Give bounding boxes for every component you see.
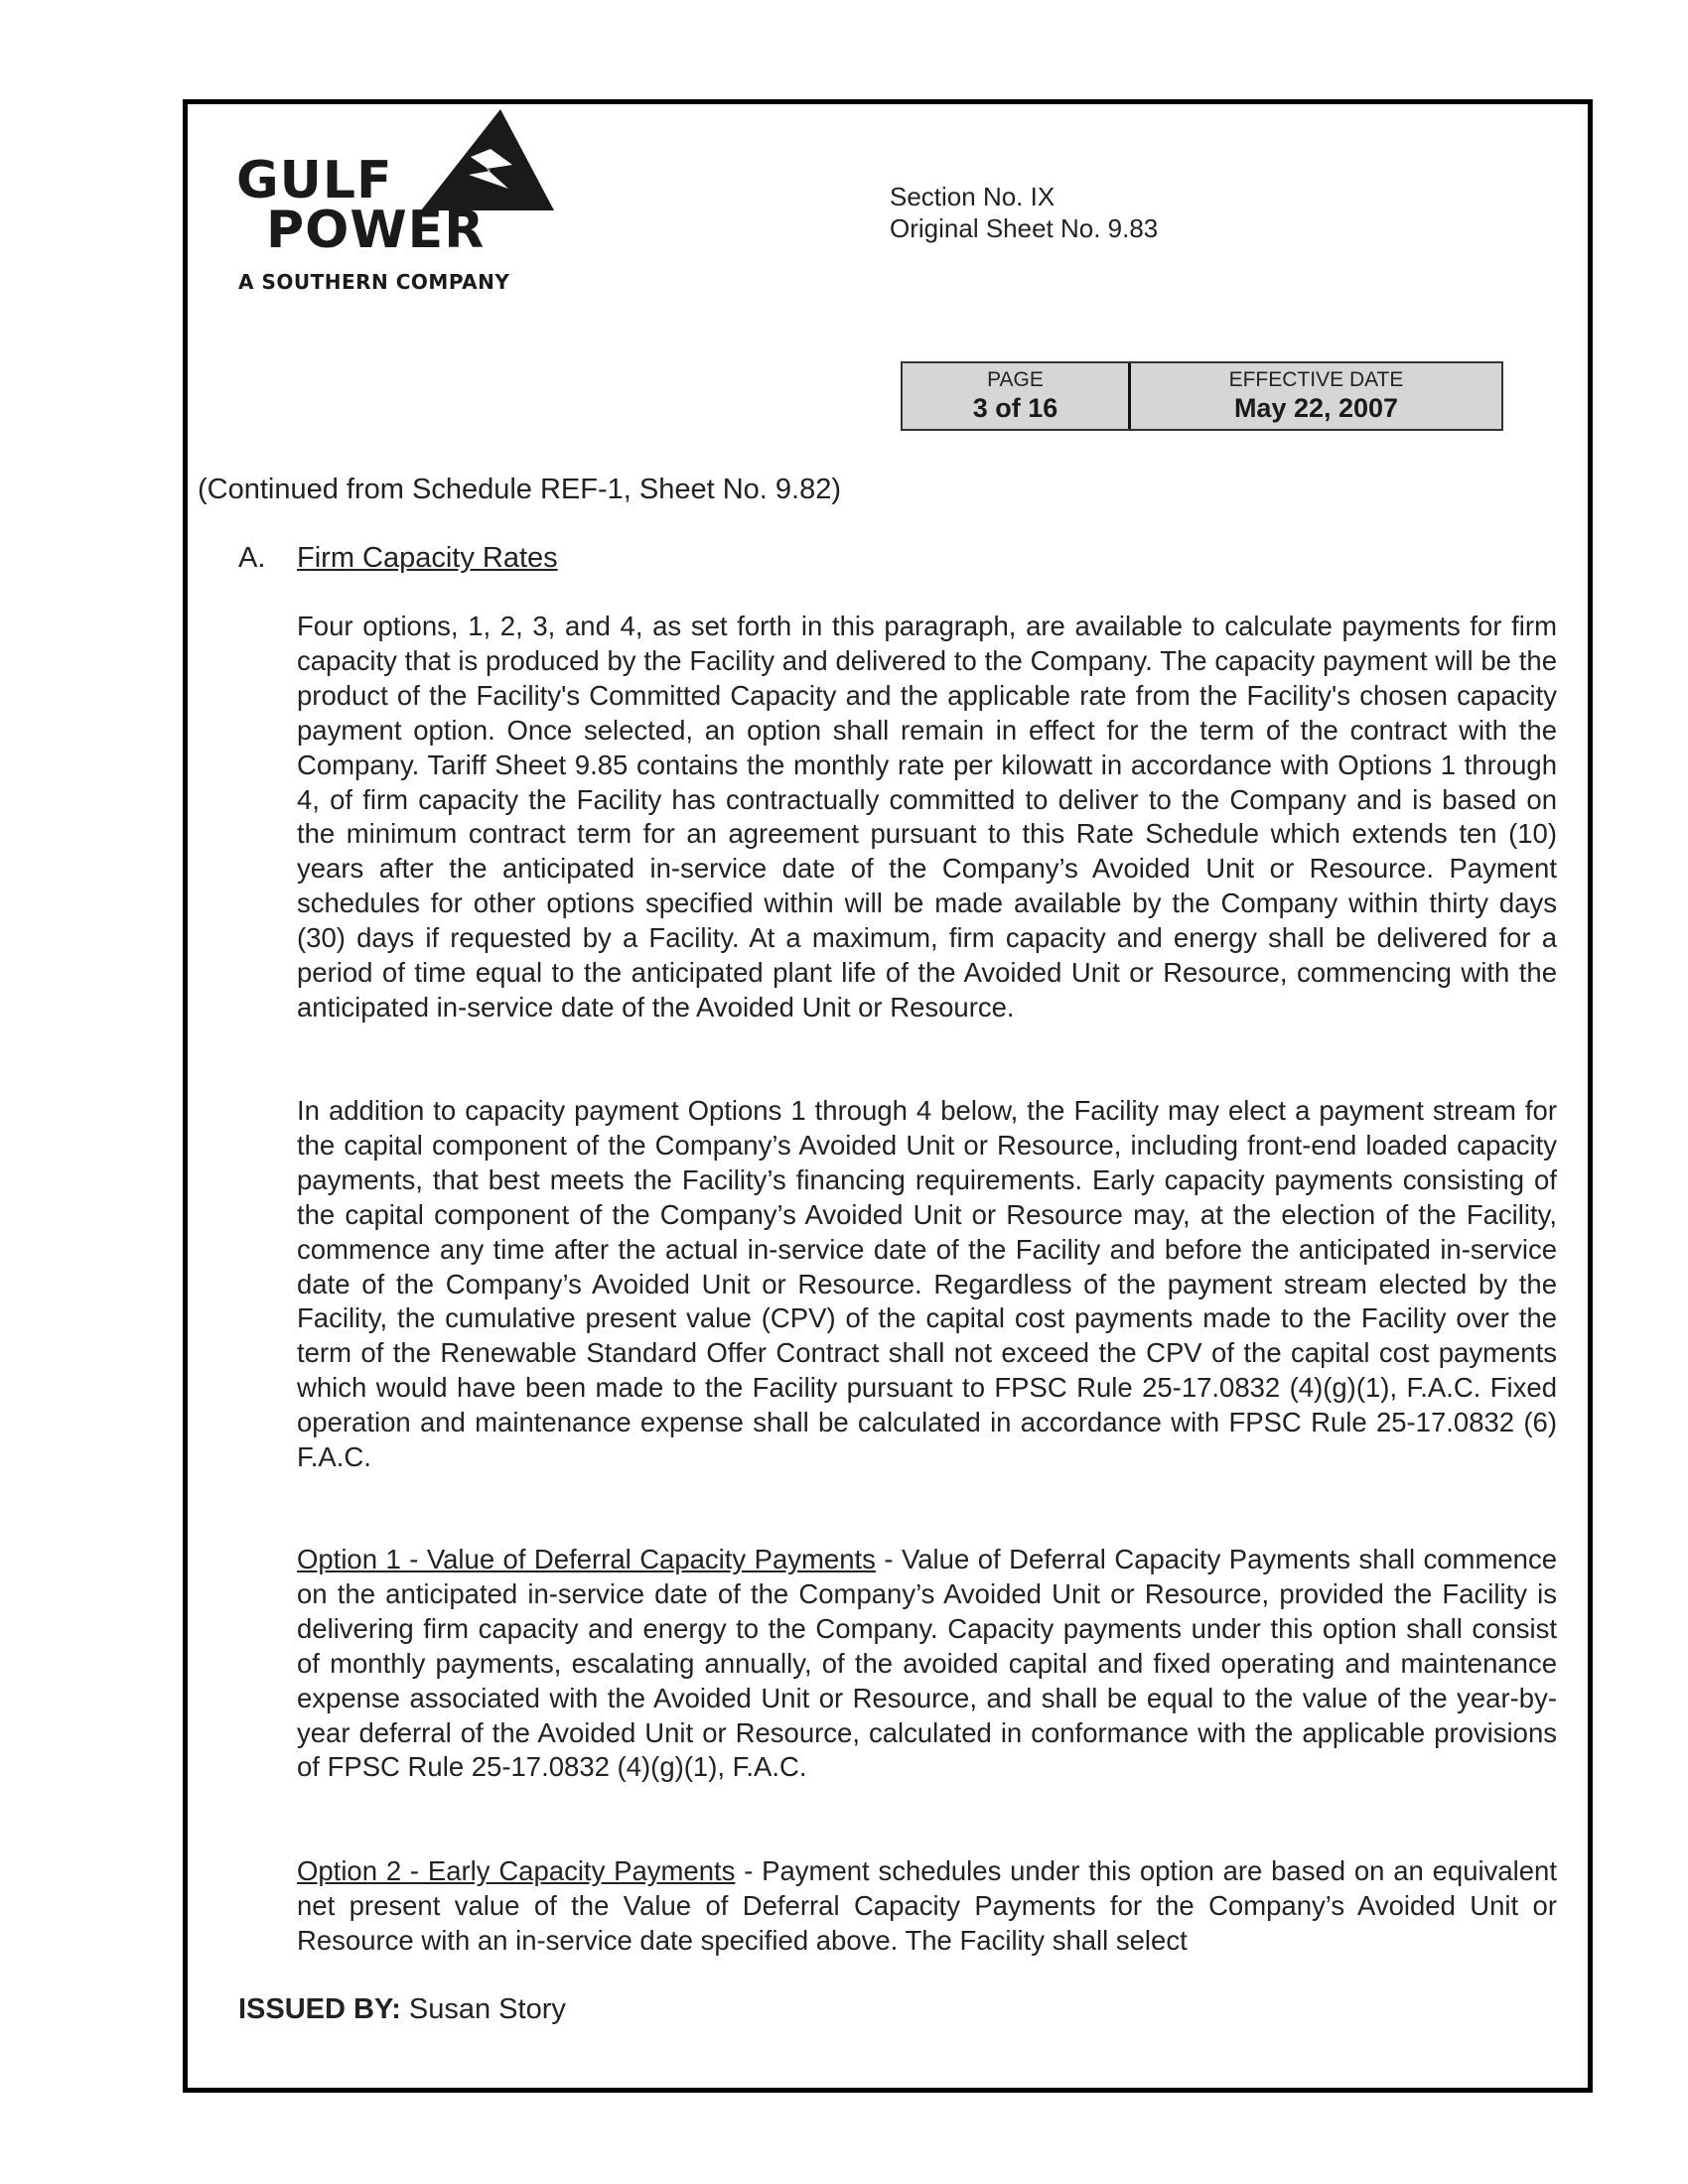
page-date-box xyxy=(901,361,1503,431)
issued-by xyxy=(238,1993,566,2026)
section-number: Section No. IX xyxy=(890,182,1055,211)
page-value: 3 of 16 xyxy=(972,393,1058,423)
issued-by-name: Susan Story xyxy=(408,1993,566,2025)
paragraph-options-overview: Four options, 1, 2, 3, and 4, as set forth in this paragraph, are available to calculate payments for firm capacity that is produced by the Facility and delivered to the Company. The capacity payment will be the product of the Facility's Committed Capacity and the applicable rate from the Facility's chosen capacity payment option. Once selected, an option shall remain in effect for the term of the contract with the Company. Tariff Sheet 9.85 contains the monthly rate per kilowatt in accordance with Options 1 through 4, of firm capacity the Facility has contractually committed to deliver to the Company and is based on the minimum contract term for an agreement pursuant to this Rate Schedule which extends ten (10) years after the anticipated in-service date of the Company’s Avoided Unit or Resource. Payment schedules for other options specified within will be made available by the Company within thirty days (30) days if requested by a Facility. At a maximum, firm capacity and energy shall be delivered for a period of time equal to the anticipated plant life of the Avoided Unit or Resource, commencing with the anticipated in-service date of the Avoided Unit or Resource. xyxy=(297,611,1557,1023)
gulf-power-triangle-logo-icon xyxy=(421,109,554,210)
section-letter: A. xyxy=(238,542,266,574)
continued-note: (Continued from Schedule REF-1, Sheet No. 9.82) xyxy=(198,474,841,505)
option-1-body: - Value of Deferral Capacity Payments shall commence on the anticipated in-service date of the Company’s Avoided Unit or Resource, provided the Facility is delivering firm capacity and energy to the Company. Capacity payments under this option shall consist of monthly payments, escalating annually, of the avoided capital and fixed operating and maintenance expense associated with the Avoided Unit or Resource, and shall be equal to the value of the year-by-year deferral of the Avoided Unit or Resource, calculated in conformance with the applicable provisions of FPSC Rule 25-17.0832 (4)(g)(1), F.A.C. xyxy=(297,1544,1557,1783)
option-2-title: Option 2 - Early Capacity Payments xyxy=(297,1855,736,1886)
company-logo xyxy=(236,109,554,298)
option-1-title: Option 1 - Value of Deferral Capacity Payments xyxy=(297,1544,876,1574)
effective-date-cell xyxy=(1131,363,1501,429)
page-cell xyxy=(903,363,1131,429)
logo-subtitle: A SOUTHERN COMPANY xyxy=(238,270,510,294)
paragraph-payment-stream: In addition to capacity payment Options 1 through 4 below, the Facility may elect a payment stream for the capital component of the Company’s Avoided Unit or Resource, including front-end loaded capacity payments, that best meets the Facility’s financing requirements. Early capacity payments consisting of the capital component of the Company’s Avoided Unit or Resource may, at the election of the Facility, commence any time after the actual in-service date of the Facility and before the anticipated in-service date of the Company’s Avoided Unit or Resource. Regardless of the payment stream elected by the Facility, the cumulative present value (CPV) of the capital cost payments made to the Facility over the term of the Renewable Standard Offer Contract shall not exceed the CPV of the capital cost payments which would have been made to the Facility pursuant to FPSC Rule 25-17.0832 (4)(g)(1), F.A.C. Fixed operation and maintenance expense shall be calculated in accordance with FPSC Rule 25-17.0832 (6) F.A.C. xyxy=(297,1095,1557,1473)
paragraph-option-2 xyxy=(297,1854,1557,1959)
section-info xyxy=(890,181,1158,244)
page-label: PAGE xyxy=(987,368,1044,391)
logo-gulf-text: GULF xyxy=(236,151,393,210)
logo-power-text: POWER xyxy=(266,201,486,260)
paragraph-option-1 xyxy=(297,1543,1557,1785)
issued-by-label: ISSUED BY: xyxy=(238,1993,401,2025)
effective-date-value: May 22, 2007 xyxy=(1233,393,1399,423)
option-2-body: - Payment schedules under this option are based on an equivalent net present value of the Value of Deferral Capacity Payments for the Company’s Avoided Unit or Resource with an in-service date specified above. The Facility shall select xyxy=(297,1855,1557,1956)
sheet-number: Original Sheet No. 9.83 xyxy=(890,213,1159,243)
effective-date-label: EFFECTIVE DATE xyxy=(1228,368,1404,391)
section-heading: Firm Capacity Rates xyxy=(297,542,558,574)
